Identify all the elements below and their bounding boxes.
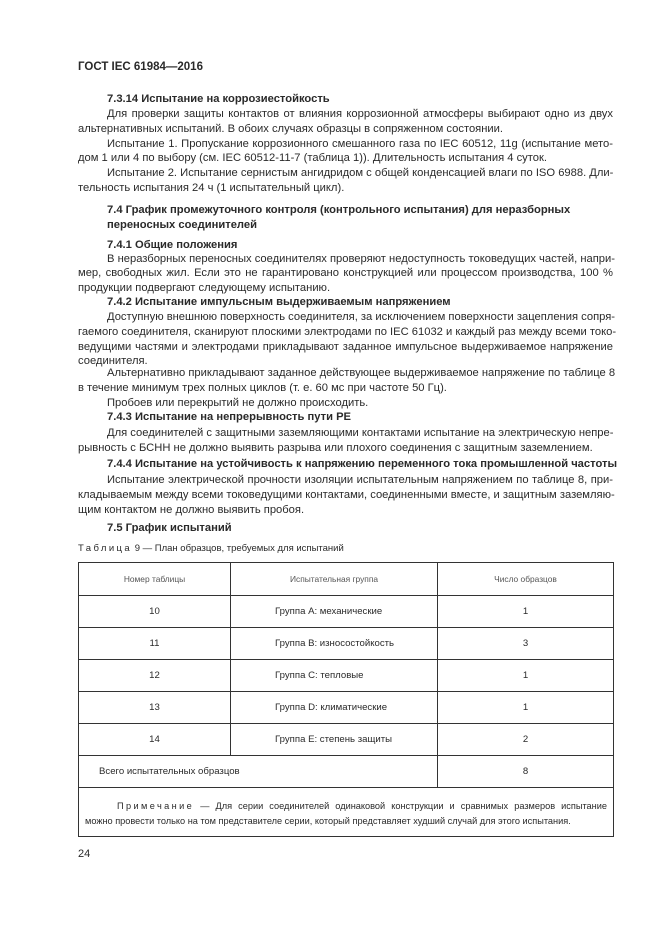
table-row bbox=[79, 724, 614, 756]
text-line: Альтернативно прикладывают заданное действующее выдерживаемое напряжение по таблице 8 bbox=[107, 367, 616, 379]
table-row bbox=[79, 628, 614, 660]
text-line: продукции подвергают следующему испытанию. bbox=[78, 282, 331, 294]
text-line: рывность с БСНН не должно выявить разрыва или плохого соединения с защитным заземлением. bbox=[78, 442, 593, 454]
text-line: Для проверки защиты контактов от влияния коррозионной атмосферы выбирают одно из двух bbox=[107, 108, 613, 120]
text-line: Доступную внешнюю поверхность соединителя, за исключением поверхности зацепления сопря- bbox=[107, 311, 616, 323]
test-group-cell: Группа E: степень защиты bbox=[231, 724, 438, 756]
section-heading: 7.4.3 Испытание на непрерывность пути PE bbox=[107, 411, 352, 423]
sample-count-cell: 1 bbox=[438, 692, 614, 724]
note-text: — Для серии соединителей одинаковой конструкции и сравнимых размеров испытание bbox=[194, 801, 607, 811]
test-group-cell: Группа B: износостойкость bbox=[231, 628, 438, 660]
table-row bbox=[79, 692, 614, 724]
table-row bbox=[79, 660, 614, 692]
note-label: Примечание bbox=[117, 801, 195, 811]
table-caption-text: 9 — План образцов, требуемых для испытаний bbox=[132, 543, 344, 554]
text-line: Пробоев или перекрытий не должно происходить. bbox=[107, 397, 369, 409]
table-number-cell: 11 bbox=[79, 628, 231, 660]
sample-count-cell: 3 bbox=[438, 628, 614, 660]
text-line: дом 1 или 4 по выбору (см. IEC 60512-11-7 (таблица 1)). Длительность испытания 4 суток. bbox=[78, 152, 547, 164]
table-note-row bbox=[79, 788, 614, 837]
text-line: Для соединителей с защитными заземляющими контактами испытание на электрическую непре- bbox=[107, 427, 614, 439]
total-value-cell: 8 bbox=[438, 756, 614, 788]
note-text: можно провести только на том представителе серии, который представляет худший случай для этого испытания. bbox=[85, 816, 571, 826]
total-label-cell: Всего испытательных образцов bbox=[79, 756, 438, 788]
table-number-cell: 12 bbox=[79, 660, 231, 692]
text-line: в течение минимум трех полных циклов (т. е. 60 мс при частоте 50 Гц). bbox=[78, 382, 447, 394]
section-heading: 7.4.2 Испытание импульсным выдерживаемым напряжением bbox=[107, 296, 451, 308]
header-cell: Число образцов bbox=[438, 563, 614, 596]
samples-table bbox=[78, 562, 614, 837]
table-total-row bbox=[79, 756, 614, 788]
table-note bbox=[79, 788, 614, 837]
text-line: мер, свободных жил. Если это не гарантировано конструкцией или процессом производства, 100 % bbox=[78, 267, 613, 279]
table-row bbox=[79, 596, 614, 628]
text-line: Испытание 1. Пропускание коррозионного смешанного газа по IEC 60512, 11g (испытание мето- bbox=[107, 138, 613, 150]
section-heading: 7.5 График испытаний bbox=[107, 522, 232, 534]
table-caption bbox=[78, 543, 344, 554]
page-number: 24 bbox=[78, 848, 91, 860]
text-line: соединителя. bbox=[78, 355, 148, 367]
header-cell: Испытательная группа bbox=[231, 563, 438, 596]
section-heading: 7.4.4 Испытание на устойчивость к напряжению переменного тока промышленной частоты bbox=[107, 458, 618, 470]
header-cell: Номер таблицы bbox=[79, 563, 231, 596]
text-line: тельность испытания 24 ч (1 испытательный цикл). bbox=[78, 182, 345, 194]
table-number-cell: 13 bbox=[79, 692, 231, 724]
sample-count-cell: 1 bbox=[438, 660, 614, 692]
section-heading: 7.4 График промежуточного контроля (контрольного испытания) для неразборных bbox=[107, 204, 571, 216]
text-line: альтернативных испытаний. В обоих случаях образцы в сопряженном состоянии. bbox=[78, 123, 504, 135]
document-header: ГОСТ IEC 61984—2016 bbox=[78, 61, 203, 73]
text-line: гаемого соединителя, сканируют плоскими электродами по IEC 61032 и каждый раз между всеми токо- bbox=[78, 326, 617, 338]
sample-count-cell: 1 bbox=[438, 596, 614, 628]
table-number-cell: 14 bbox=[79, 724, 231, 756]
sample-count-cell: 2 bbox=[438, 724, 614, 756]
table-header-row bbox=[79, 563, 614, 596]
text-line: щим контактом не должно выявить пробоя. bbox=[78, 504, 305, 516]
section-heading: 7.3.14 Испытание на коррозиестойкость bbox=[107, 93, 330, 105]
text-line: Испытание 2. Испытание сернистым ангидридом с общей конденсацией влаги по ISO 6988. Дли- bbox=[107, 167, 614, 179]
text-line: В неразборных переносных соединителях проверяют недоступность токоведущих частей, напри- bbox=[107, 253, 616, 265]
section-heading: переносных соединителей bbox=[107, 219, 257, 231]
text-line: кладываемым между всеми токоведущими контактами, соединенными вместе, и защитным заземляю- bbox=[78, 489, 615, 501]
text-line: ведущими частями и электродами прикладывают заданное импульсное выдерживаемое напряжение bbox=[78, 341, 613, 353]
text-line: Испытание электрической прочности изоляции испытательным напряжением по таблице 8, при- bbox=[107, 474, 613, 486]
table-number-cell: 10 bbox=[79, 596, 231, 628]
test-group-cell: Группа A: механические bbox=[231, 596, 438, 628]
test-group-cell: Группа C: тепловые bbox=[231, 660, 438, 692]
section-heading: 7.4.1 Общие положения bbox=[107, 239, 238, 251]
table-caption-label: Таблица bbox=[78, 543, 133, 554]
test-group-cell: Группа D: климатические bbox=[231, 692, 438, 724]
